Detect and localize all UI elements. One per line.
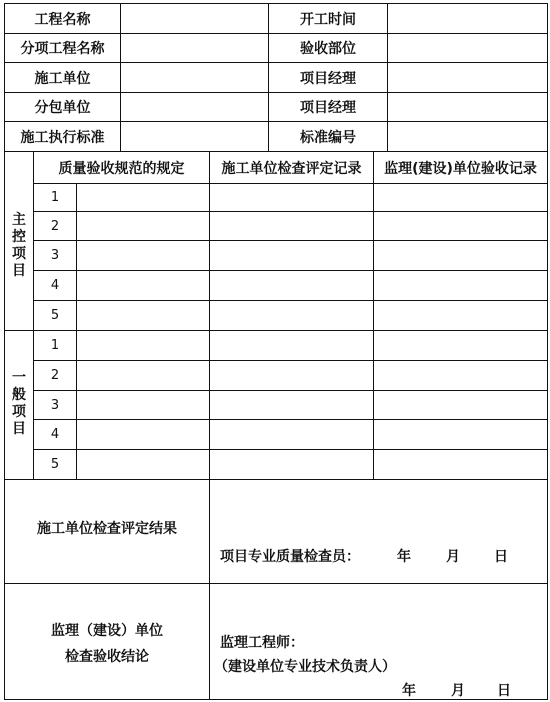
label-subcontractor: 分包单位 — [34, 100, 91, 116]
result-year: 年 — [397, 549, 411, 565]
rule — [4, 699, 548, 700]
section-main-control-label: 主控项目 — [12, 212, 26, 279]
rule — [387, 3, 388, 151]
rule — [33, 449, 548, 450]
label-project-name: 工程名称 — [34, 11, 91, 28]
label-project-manager-2: 项目经理 — [300, 100, 356, 116]
label-standard-number: 标准编号 — [300, 129, 356, 146]
column-contractor-record: 施工单位检查评定记录 — [221, 160, 362, 177]
main-item-number: 1 — [50, 189, 60, 205]
label-acceptance-location: 验收部位 — [300, 41, 356, 57]
conclusion-year: 年 — [402, 683, 416, 699]
rule — [547, 3, 548, 700]
label-execution-standard: 施工执行标准 — [20, 129, 105, 146]
general-item-number: 2 — [50, 368, 60, 383]
rule — [33, 390, 548, 391]
general-item-number: 3 — [50, 397, 60, 413]
general-item-number: 4 — [50, 427, 60, 442]
general-item-number: 1 — [50, 338, 60, 353]
rule — [33, 240, 548, 241]
conclusion-month: 月 — [451, 683, 465, 699]
rule — [33, 270, 548, 271]
rule — [4, 583, 548, 584]
tech-lead-label: （建设单位专业技术负责人） — [214, 659, 396, 675]
column-spec: 质量验收规范的规定 — [58, 160, 185, 177]
rule — [33, 300, 548, 301]
result-month: 月 — [446, 549, 460, 565]
main-item-number: 5 — [50, 308, 60, 323]
rule — [33, 183, 548, 184]
supervisor-conclusion-label — [5, 618, 209, 670]
conclusion-day: 日 — [497, 683, 511, 699]
rule — [209, 479, 210, 700]
main-item-number: 3 — [50, 248, 60, 263]
main-item-number: 4 — [50, 278, 60, 293]
label-project-manager: 项目经理 — [300, 70, 356, 87]
rule — [33, 360, 548, 361]
main-item-number: 2 — [50, 218, 60, 234]
quality-inspector-label: 项目专业质量检查员： — [220, 549, 360, 565]
result-day: 日 — [494, 549, 508, 565]
rule — [373, 151, 374, 479]
rule — [209, 151, 210, 479]
rule — [120, 3, 121, 151]
rule — [76, 183, 77, 479]
label-start-date: 开工时间 — [300, 11, 356, 28]
contractor-result-label: 施工单位检查评定结果 — [37, 521, 177, 537]
rule — [33, 211, 548, 212]
supervisor-label-line2: 检查验收结论 — [65, 649, 149, 665]
section-general-label: 一般项目 — [12, 370, 26, 437]
supervisor-label-line1: 监理（建设）单位 — [51, 623, 163, 639]
general-item-number: 5 — [50, 457, 60, 472]
column-supervisor-record: 监理(建设)单位验收记录 — [384, 160, 537, 177]
label-subitem-name: 分项工程名称 — [20, 41, 105, 57]
rule — [4, 330, 548, 331]
label-contractor: 施工单位 — [34, 70, 91, 87]
supervising-engineer-label: 监理工程师： — [220, 635, 304, 651]
rule — [33, 419, 548, 420]
